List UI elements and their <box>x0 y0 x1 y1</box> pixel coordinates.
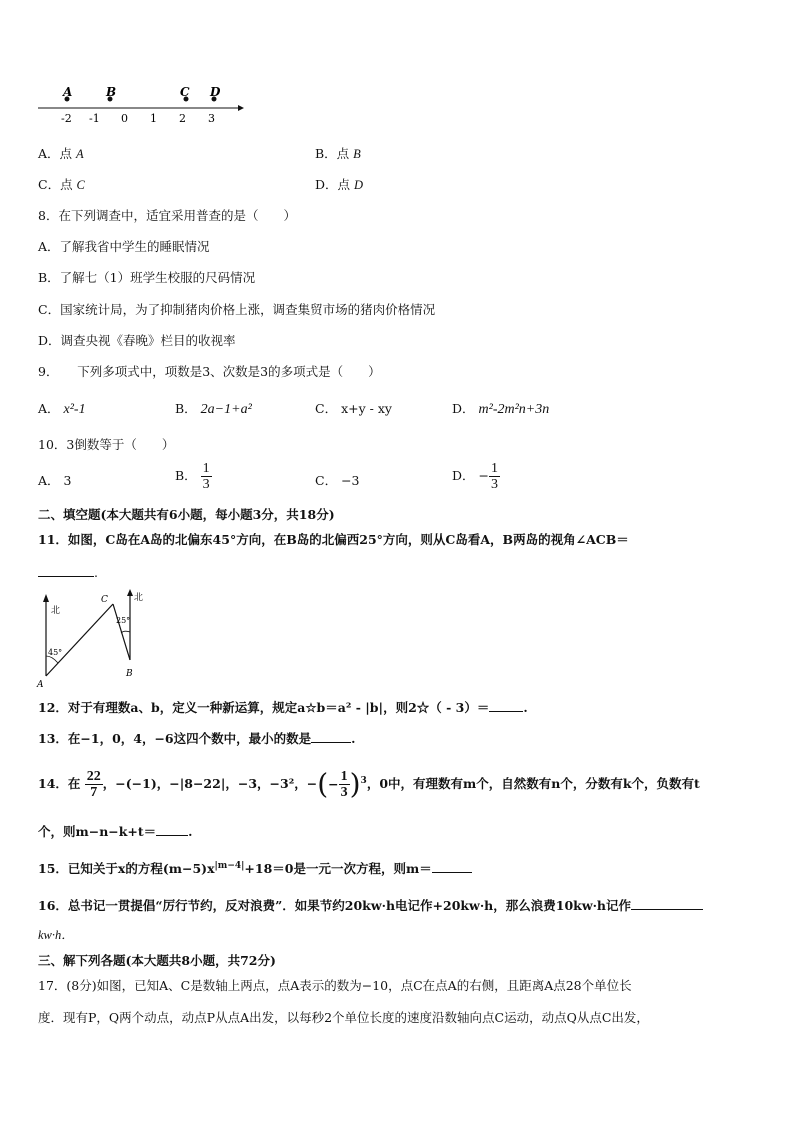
q9-stem: 9． 下列多项式中，项数是3、次数是3的多项式是（ ） <box>38 364 381 379</box>
q9-option-a <box>38 401 86 418</box>
option-label: A． <box>38 401 60 416</box>
q7-option-b <box>315 146 361 162</box>
point-a-label: A <box>37 680 44 690</box>
q8-stem: 8．在下列调查中，适宜采用普查的是（ ） <box>38 208 296 223</box>
option-expr: x+y - xy <box>341 401 392 416</box>
angle-label-b: 25° <box>116 616 131 625</box>
q9-option-d <box>452 401 549 418</box>
fraction-numerator: 1 <box>202 461 210 476</box>
answer-blank[interactable] <box>432 859 472 873</box>
north-label-b: 北 <box>134 593 144 603</box>
q11-answer-line <box>38 563 98 581</box>
q14-line2: 个，则m−n−k+t＝ . <box>38 824 193 839</box>
q8-option-c: C．国家统计局，为了抑制猪肉价格上涨，调查集贸市场的猪肉价格情况 <box>38 302 436 317</box>
q9-option-c <box>315 401 392 417</box>
q14-line2-text: 个，则m−n−k+t＝ <box>38 824 157 839</box>
q10-stem: 10．3倒数等于（ ） <box>38 437 175 452</box>
number-line-arrow <box>238 105 244 111</box>
q15-text2: +18＝0是一元一次方程，则m＝ <box>244 861 432 877</box>
fraction-numerator: 22 <box>86 769 101 785</box>
fraction-denominator: 3 <box>491 477 498 492</box>
q17-line2: 度．现有P，Q两个动点，动点P从点A出发，以每秒2个单位长度的速度沿数轴向点C运动，动点Q从点C出发， <box>38 1010 649 1025</box>
point-c-label: C <box>180 85 190 99</box>
fraction-denominator: 3 <box>340 785 348 801</box>
fraction-denominator: 3 <box>202 477 210 492</box>
q8-option-a: A．了解我省中学生的睡眠情况 <box>38 239 210 254</box>
fraction <box>85 769 103 800</box>
q10-option-d <box>452 461 500 492</box>
q12-text: 12．对于有理数a、b，定义一种新运算，规定a☆b＝a² - |b|，则2☆（ - 3）＝ <box>38 700 490 715</box>
option-label: C． <box>315 473 338 488</box>
option-label: D． <box>452 401 475 416</box>
q14-prefix: 14．在 <box>38 776 81 792</box>
q14-rest: ，0中，有理数有m个，自然数有n个，分数有k个，负数有t <box>366 776 700 792</box>
angle-arc-a <box>46 656 58 663</box>
q10-option-b <box>175 461 212 492</box>
q7-option-c <box>38 177 85 193</box>
point-b-label: B <box>106 85 117 99</box>
tick-label: 0 <box>121 112 128 125</box>
q11-figure <box>34 588 164 692</box>
exponent: 3 <box>360 776 367 786</box>
tick-label: -2 <box>61 112 72 125</box>
answer-blank[interactable] <box>38 563 94 577</box>
tick-label: -1 <box>89 112 100 125</box>
fraction <box>201 461 212 492</box>
q15-stem <box>38 858 472 877</box>
option-expr: 2a−1+a² <box>200 402 252 417</box>
option-text: C．点 <box>38 177 77 192</box>
number-line-figure <box>30 84 250 126</box>
point-d-label: D <box>210 85 221 99</box>
q16-stem <box>38 896 703 914</box>
answer-blank[interactable] <box>311 729 351 743</box>
q8-option-d: D．调查央视《春晚》栏目的收视率 <box>38 333 236 348</box>
left-paren: ( <box>317 767 329 801</box>
tick-label: 1 <box>150 112 157 125</box>
point-b-label: B <box>126 669 133 679</box>
option-label: C． <box>315 401 338 416</box>
section-3-heading: 三、解下列各题(本大题共8小题，共72分) <box>38 953 276 968</box>
q16-line2: kw·h． <box>38 928 74 942</box>
north-arrow-a <box>43 594 49 602</box>
fraction-denominator: 7 <box>90 785 98 801</box>
q12-stem: 12．对于有理数a、b，定义一种新运算，规定a☆b＝a² - |b|，则2☆（ - 3）＝ . <box>38 700 528 715</box>
point-c-label: C <box>101 595 108 605</box>
north-label-a: 北 <box>51 606 61 616</box>
option-expr: m²-2m²n+3n <box>478 402 550 417</box>
q15-text1: 15．已知关于x的方程(m−5)x <box>38 861 215 877</box>
q13-text: 13．在−1，0，4，−6这四个数中，最小的数是 <box>38 731 312 746</box>
option-expr: x²-1 <box>63 402 86 417</box>
exponent: |m−4| <box>214 861 245 871</box>
segment-cb <box>113 604 130 660</box>
period: . <box>94 565 98 580</box>
option-text: A．点 <box>38 146 77 161</box>
option-var: A <box>76 147 84 161</box>
q17-line1: 17．(8分)如图，已知A、C是数轴上两点，点A表示的数为−10，点C在点A的右侧，且距离A点28个单位长 <box>38 978 632 993</box>
fraction <box>339 769 350 800</box>
angle-arc-b <box>121 631 130 633</box>
answer-blank[interactable] <box>631 896 703 910</box>
fraction-numerator: 1 <box>340 769 348 785</box>
option-label: B． <box>175 468 197 483</box>
option-label: A． <box>38 473 60 488</box>
q10-option-c <box>315 473 360 489</box>
answer-blank[interactable] <box>156 822 188 836</box>
minus-sign: − <box>306 776 318 792</box>
angle-label-a: 45° <box>48 648 63 657</box>
fraction <box>489 461 500 492</box>
q7-option-a <box>38 146 84 162</box>
q16-text: 16．总书记一贯提倡“厉行节约，反对浪费”．如果节约20kw·h电记作+20kw·h，那么浪费10kw·h记作 <box>38 898 632 913</box>
option-label: D． <box>452 468 475 483</box>
q7-option-d <box>315 177 363 193</box>
tick-label: 3 <box>208 112 215 125</box>
q14-items: ，−(−1)，−|8−22|，−3，−3²， <box>102 776 307 792</box>
option-var: B <box>353 147 361 161</box>
option-var: D <box>354 178 364 192</box>
q10-option-a <box>38 473 71 489</box>
fraction-numerator: 1 <box>491 461 498 476</box>
section-2-heading: 二、填空题(本大题共有6小题，每小题3分，共18分) <box>38 507 335 522</box>
minus-sign: − <box>478 468 489 483</box>
answer-blank[interactable] <box>489 698 523 712</box>
point-a-label: A <box>63 85 73 99</box>
option-var: C <box>76 178 85 192</box>
q8-option-b: B．了解七（1）班学生校服的尺码情况 <box>38 270 256 285</box>
option-text: B．点 <box>315 146 354 161</box>
right-paren: ) <box>349 767 361 801</box>
option-text: D．点 <box>315 177 354 192</box>
option-expr: −3 <box>341 473 360 488</box>
q11-stem: 11．如图，C岛在A岛的北偏东45°方向，在B岛的北偏西25°方向，则从C岛看A，B两岛的视角∠ACB＝ <box>38 532 629 547</box>
q13-stem: 13．在−1，0，4，−6这四个数中，最小的数是 . <box>38 731 356 746</box>
north-arrow-b <box>127 589 133 596</box>
tick-label: 2 <box>179 112 186 125</box>
q14-stem: 14．在 $\frac{22}{7}$ ，−(−1)，−|8−22|，−3，−3²，−(− $\frac{1}{3}$ )$^3$，0中，有理数有m个，自然数有n个，分数有k个，负数有t <box>38 767 700 801</box>
option-expr: 3 <box>63 473 72 488</box>
option-label: B． <box>175 401 197 416</box>
q9-option-b <box>175 401 252 418</box>
